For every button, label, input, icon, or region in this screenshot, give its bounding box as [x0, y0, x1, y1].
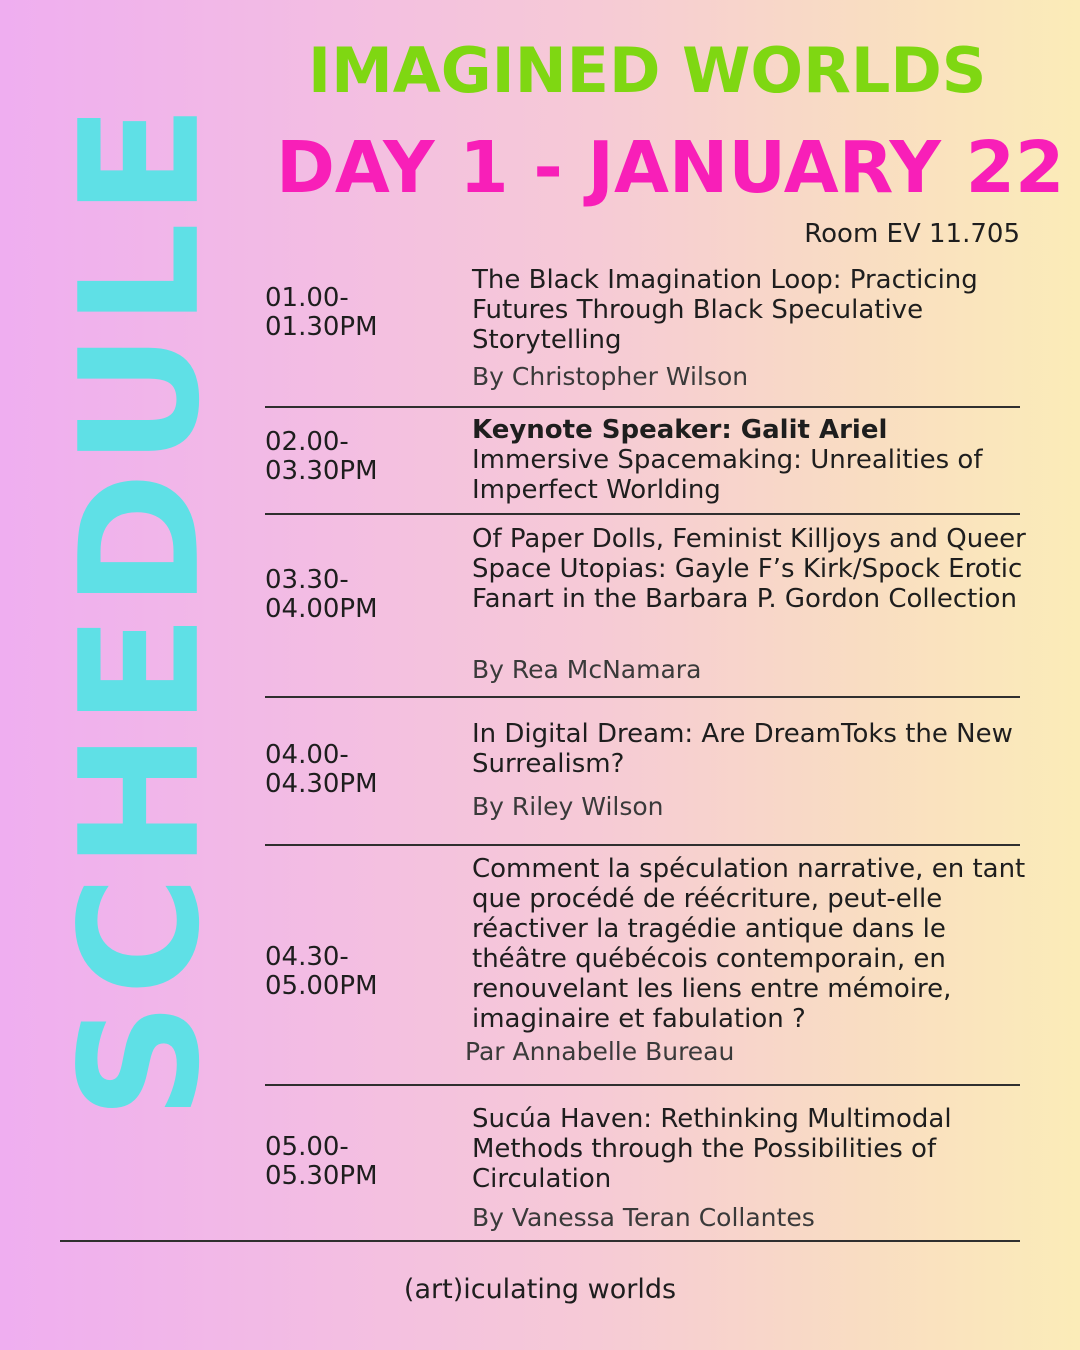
time-end: 03.30PM	[265, 456, 378, 486]
time-start: 03.30-	[265, 565, 349, 595]
session-speaker: By Vanessa Teran Collantes	[472, 1203, 815, 1232]
session-title: The Black Imagination Loop: Practicing Futures Through Black Speculative Storytelling	[472, 265, 978, 355]
session-row	[265, 515, 1026, 698]
time-start: 04.00-	[265, 740, 349, 770]
time-end: 05.30PM	[265, 1161, 378, 1191]
session-speaker: By Christopher Wilson	[472, 362, 749, 391]
session-title: Of Paper Dolls, Feminist Killjoys and Queer Space Utopias: Gayle F’s Kirk/Spock Erotic Fanart in the Barbara P. Gordon Collection	[472, 524, 1026, 614]
day-title: DAY 1 - JANUARY 22	[276, 126, 1065, 209]
room-label: Room EV 11.705	[804, 219, 1020, 249]
session-speaker: By Rea McNamara	[472, 655, 702, 684]
session-time	[265, 1133, 378, 1191]
session-title-block	[472, 415, 1032, 505]
session-row	[265, 846, 1026, 1086]
session-row	[265, 262, 1020, 408]
time-start: 02.00-	[265, 427, 349, 457]
session-title: Comment la spéculation narrative, en tant que procédé de réécriture, peut-elle réactiver la tragédie antique dans le théâtre québécois contemporain, en renouvelant les liens entre mémoire, imaginaire et fabulation ?	[472, 854, 1026, 1034]
session-time	[265, 428, 378, 486]
session-title: In Digital Dream: Are DreamToks the New Surrealism?	[472, 719, 1013, 779]
time-start: 04.30-	[265, 942, 349, 972]
time-start: 05.00-	[265, 1132, 349, 1162]
time-end: 04.30PM	[265, 769, 378, 799]
keynote-speaker: Keynote Speaker: Galit Ariel	[472, 415, 888, 445]
session-row	[265, 407, 1020, 515]
time-end: 05.00PM	[265, 971, 378, 1001]
schedule-label: SCHEDULE	[45, 98, 236, 1120]
session-row	[265, 698, 1020, 846]
session-time	[265, 284, 378, 342]
time-end: 04.00PM	[265, 594, 378, 624]
session-time	[265, 566, 378, 624]
footer-label: (art)iculating worlds	[403, 1274, 677, 1305]
session-time	[265, 741, 378, 799]
schedule-vertical-title	[45, 98, 236, 1120]
session-title: Immersive Spacemaking: Unrealities of Imperfect Worlding	[472, 445, 983, 505]
session-row	[265, 1086, 1020, 1240]
time-start: 01.00-	[265, 283, 349, 313]
session-time	[265, 943, 378, 1001]
session-speaker: By Riley Wilson	[472, 792, 664, 821]
event-title: IMAGINED WORLDS	[308, 34, 987, 107]
bottom-divider	[60, 1240, 1020, 1242]
session-speaker: Par Annabelle Bureau	[465, 1037, 735, 1066]
time-end: 01.30PM	[265, 312, 378, 342]
session-title: Sucúa Haven: Rethinking Multimodal Methods through the Possibilities of Circulation	[472, 1104, 952, 1194]
